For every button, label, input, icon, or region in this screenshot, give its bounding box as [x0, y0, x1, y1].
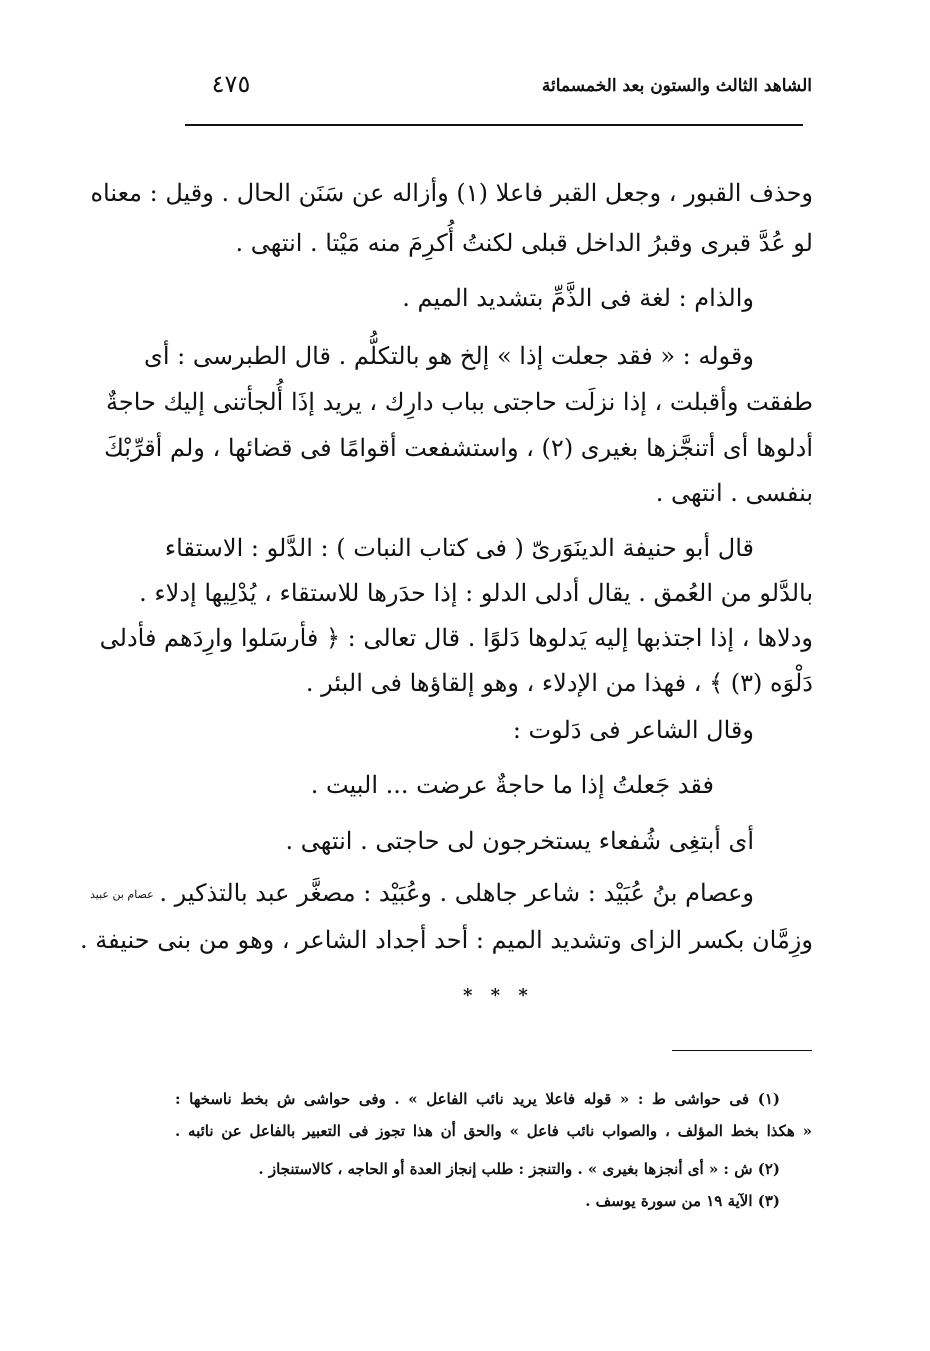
header-rule: [185, 124, 803, 126]
body-line: وقوله : « فقد جعلت إذا » إلخ هو بالتكلُّم . قال الطبرسى : أى: [144, 342, 754, 370]
footnote-line: (٣) الآية ١٩ من سورة يوسف .: [585, 1192, 780, 1210]
footnote-rule: [672, 1050, 812, 1051]
running-header-title: الشاهد الثالث والستون بعد الخمسمائة: [541, 76, 812, 96]
body-line: بالدَّلو من العُمق . يقال أدلى الدلو : إذا حدَرها للاستقاء ، يُدْلِيها إدلاء .: [139, 579, 813, 607]
margin-note: عصام بن عبيد: [90, 888, 154, 901]
body-line: أدلوها أى أتنجَّزها بغيرى (٢) ، واستشفعت أقوامًا فى قضائها ، ولم أقرِّبْكَ: [104, 434, 813, 462]
body-line: أى أبتغِى شُفعاء يستخرجون لى حاجتى . انتهى .: [285, 827, 754, 855]
body-line: بنفسى . انتهى .: [655, 479, 813, 507]
body-line: والذام : لغة فى الذَّمِّ بتشديد الميم .: [402, 284, 754, 312]
body-line: وحذف القبور ، وجعل القبر فاعلا (١) وأزاله عن سَنَن الحال . وقيل : معناه: [90, 179, 813, 207]
body-line: دَلْوَه (٣) ﴾ ، فهذا من الإدلاء ، وهو إلقاؤها فى البئر .: [305, 669, 813, 697]
body-line: وعصام بنُ عُبَيْد : شاعر جاهلى . وعُبَيْد : مصغَّر عبد بالتذكير .: [159, 879, 754, 907]
section-separator: * * *: [463, 985, 534, 1006]
body-line: لو عُدَّ قبرى وقبرُ الداخل قبلى لكنتُ أُكرِمَ منه مَيْتا . انتهى .: [235, 229, 813, 257]
page-number: ٤٧٥: [211, 70, 251, 98]
verse-line: فقد جَعلتُ إذا ما حاجةٌ عرضت ... البيت .: [310, 771, 714, 799]
body-line: وزِمَّان بكسر الزاى وتشديد الميم : أحد أجداد الشاعر ، وهو من بنى حنيفة .: [80, 926, 813, 954]
footnote-line: « هكذا بخط المؤلف ، والصواب نائب فاعل » والحق أن هذا تجوز فى التعبير بالفاعل عن نائبه .: [175, 1122, 812, 1140]
body-line: قال أبو حنيفة الدينَوَرىّ ( فى كتاب النبات ) : الدَّلو : الاستقاء: [164, 534, 754, 562]
footnote-line: (١) فى حواشى ط : « قوله فاعلا يريد نائب الفاعل » . وفى حواشى ش بخط ناسخها :: [175, 1090, 780, 1108]
body-line: وقال الشاعر فى دَلوت :: [512, 716, 754, 744]
body-line: طفقت وأقبلت ، إذا نزلَت حاجتى بباب دارِك ، يريد إذَا أُلجأتنى إليك حاجةٌ: [106, 388, 813, 416]
footnote-line: (٢) ش : « أى أنجزها بغيرى » . والتنجز : طلب إنجاز العدة أو الحاجه ، كالاستنجاز .: [258, 1160, 780, 1178]
body-line: ودلاها ، إذا اجتذبها إليه يَدلوها دَلوًا . قال تعالى : ﴿ فأرسَلوا وارِدَهم فأدلى: [99, 624, 813, 652]
